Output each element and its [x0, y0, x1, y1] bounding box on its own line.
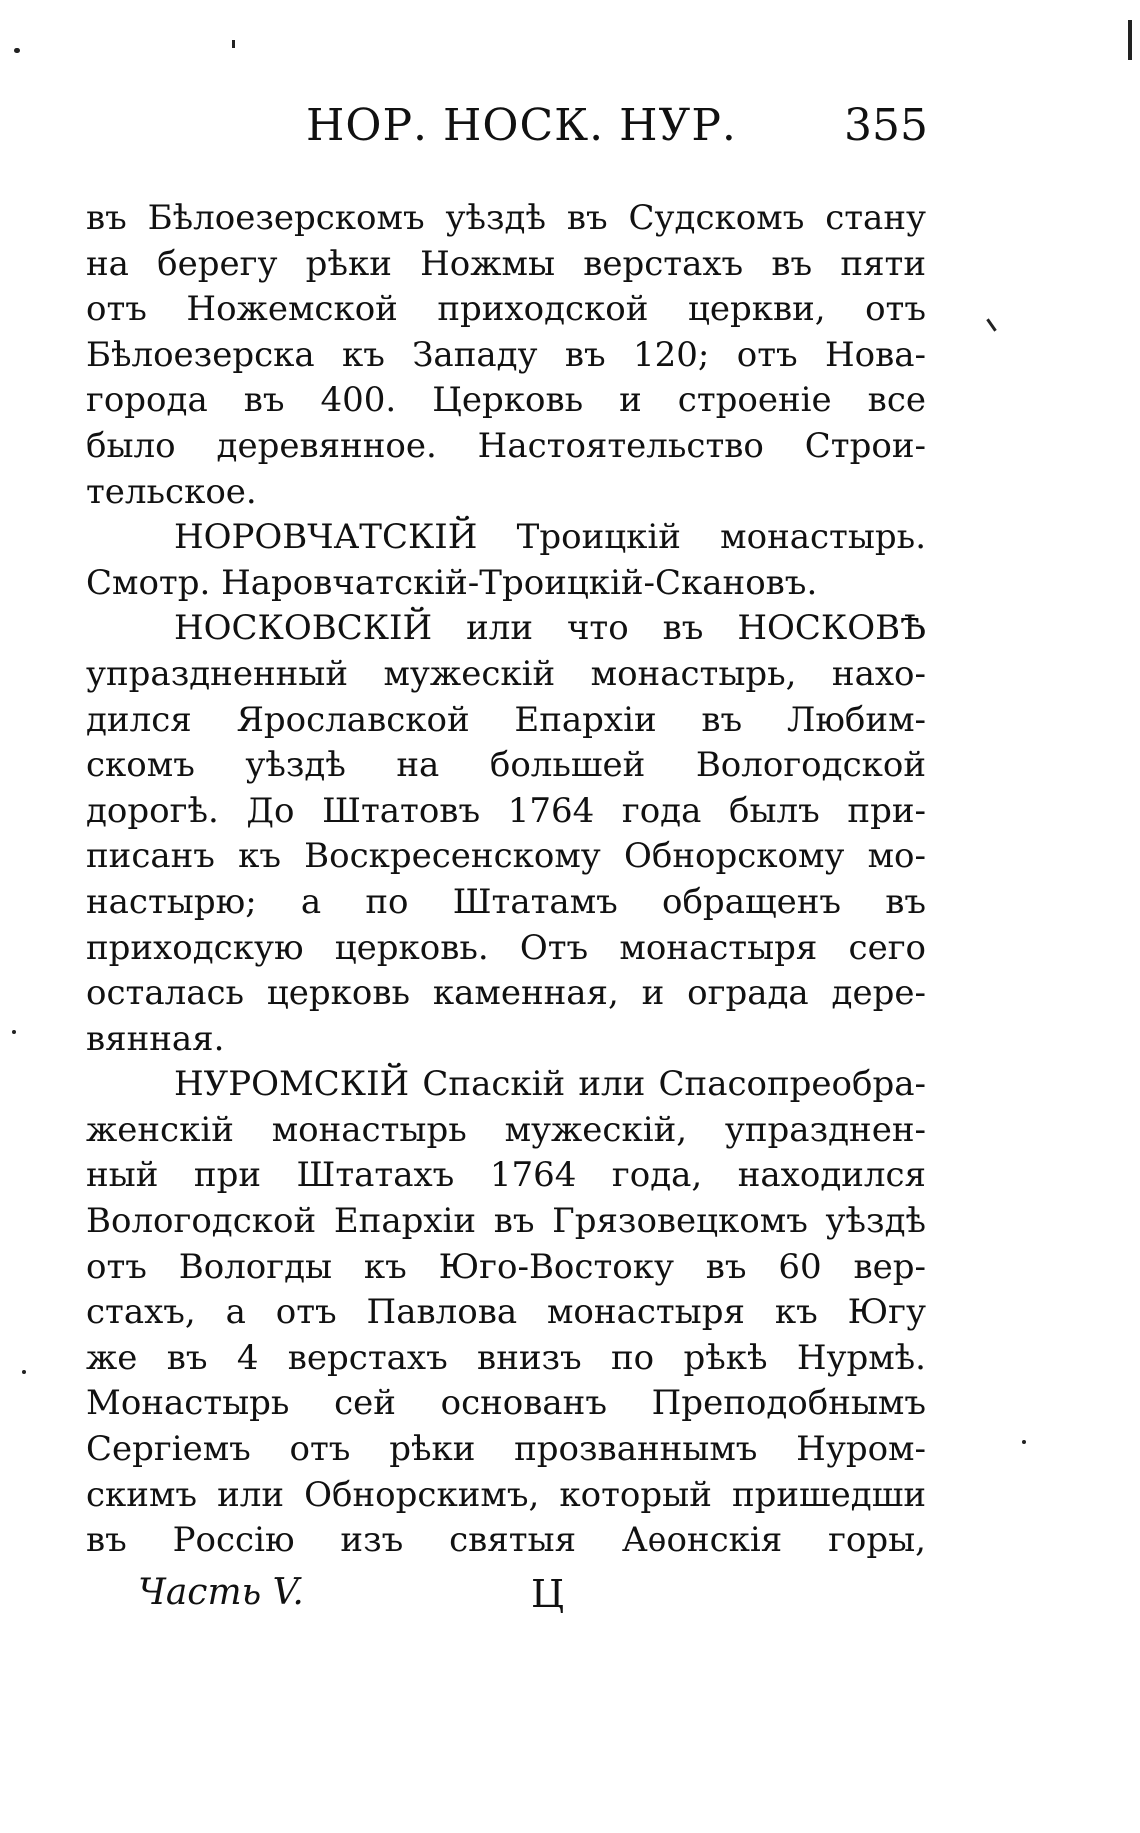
text-line: на берегу рѣки Ножмы верстахъ въ пяти	[86, 243, 926, 284]
text-line: въ Россію изъ святыя Аѳонскія горы,	[86, 1520, 926, 1561]
text-line: было деревянное. Настоятельство Строи-	[86, 425, 926, 466]
print-speck	[22, 1370, 26, 1374]
print-speck	[12, 1030, 16, 1034]
text-line: скомъ уѣздѣ на большей Вологодской	[86, 745, 926, 786]
print-speck	[1022, 1440, 1026, 1444]
running-title: НОР. НОСК. НУР.	[306, 100, 737, 151]
text-line: отъ Ножемской приходской церкви, отъ	[86, 289, 926, 330]
text-line: дорогѣ. До Штатовъ 1764 года былъ при-	[86, 790, 926, 831]
page-footer	[86, 1572, 926, 1628]
text-line: скимъ или Обнорскимъ, который пришедши	[86, 1474, 926, 1515]
print-speck	[1128, 20, 1132, 60]
text-line: въ Бѣлоезерскомъ уѣздѣ въ Судскомъ стану	[86, 198, 926, 238]
text-line: НУРОМСКІЙ Спаскій или Спасопреобра-	[174, 1064, 926, 1105]
text-line: Монастырь сей основанъ Преподобнымъ	[86, 1383, 926, 1424]
text-line: же въ 4 верстахъ внизъ по рѣкѣ Нурмѣ.	[86, 1337, 926, 1378]
body-text	[86, 196, 926, 1564]
text-line: дился Ярославской Епархіи въ Любим-	[86, 699, 926, 740]
running-head	[88, 100, 928, 160]
text-line: осталась церковь каменная, и ограда дере-	[86, 973, 926, 1014]
text-line: Бѣлоезерска къ Западу въ 120; отъ Нова-	[86, 334, 926, 375]
signature-mark: Ц	[531, 1572, 565, 1616]
text-line: писанъ къ Воскресенскому Обнорскому мо-	[86, 836, 926, 877]
text-line: НОРОВЧАТСКІЙ Троицкій монастырь.	[174, 517, 926, 558]
text-line: женскій монастырь мужескій, упразднен-	[86, 1109, 926, 1150]
text-line: Сергіемъ отъ рѣки прозваннымъ Нуром-	[86, 1429, 926, 1470]
text-line: тельское.	[86, 471, 257, 512]
text-line: города въ 400. Церковь и строеніе все	[86, 380, 926, 421]
text-line: ный при Штатахъ 1764 года, находился	[86, 1155, 926, 1196]
text-line: НОСКОВСКІЙ или что въ НОСКОВѢ	[174, 608, 926, 649]
print-speck	[232, 40, 235, 48]
print-speck	[14, 48, 20, 53]
text-line: упраздненный мужескій монастырь, нахо-	[86, 653, 926, 694]
text-line: Вологодской Епархіи въ Грязовецкомъ уѣздѣ	[86, 1201, 926, 1242]
part-label: Часть V.	[138, 1572, 304, 1613]
text-line: приходскую церковь. Отъ монастыря сего	[86, 927, 926, 968]
text-line: Смотр. Наровчатскій-Троицкій-Скановъ.	[86, 562, 818, 603]
print-speck	[986, 318, 996, 331]
text-line: настырю; а по Штатамъ обращенъ въ	[86, 881, 926, 922]
text-line: вянная.	[86, 1018, 225, 1059]
text-line: стахъ, а отъ Павлова монастыря къ Югу	[86, 1292, 926, 1333]
page-number: 355	[844, 100, 928, 151]
text-line: отъ Вологды къ Юго-Востоку въ 60 вер-	[86, 1246, 926, 1287]
